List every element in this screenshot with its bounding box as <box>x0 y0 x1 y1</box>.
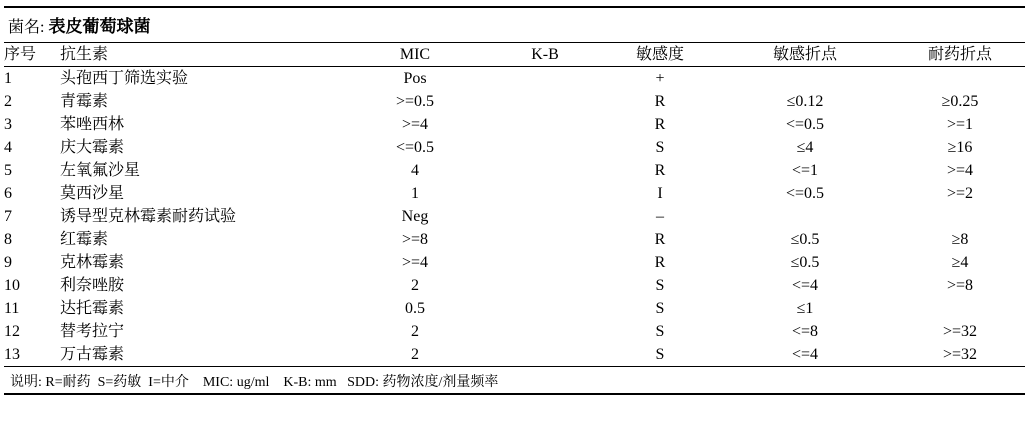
cell-sbp: <=4 <box>791 346 819 363</box>
cell-abx: 达托霉素 <box>60 300 125 317</box>
cell-sens: S <box>655 346 665 363</box>
cell-kb <box>490 320 600 343</box>
cell-mic: 2 <box>411 277 419 294</box>
cell-mic: 2 <box>411 346 419 363</box>
cell-no: 12 <box>4 323 20 340</box>
cell-sens: + <box>655 70 665 87</box>
cell-rbp: >=8 <box>946 277 974 294</box>
cell-rbp: >=1 <box>946 116 974 133</box>
table-row <box>4 113 1029 136</box>
cell-kb <box>490 67 600 90</box>
column-header-kb: K-B <box>531 46 559 63</box>
cell-sbp: <=0.5 <box>785 185 825 202</box>
cell-kb <box>490 113 600 136</box>
cell-sbp: <=4 <box>791 277 819 294</box>
cell-rbp: >=32 <box>942 346 978 363</box>
table-row <box>4 297 1029 320</box>
susceptibility-table <box>4 43 1029 66</box>
legend-footnote: 说明: R=耐药 S=药敏 I=中介 MIC: ug/ml K-B: mm SDD: 药物浓度/剂量频率 <box>10 375 499 390</box>
cell-kb <box>490 274 600 297</box>
cell-sbp: ≤0.12 <box>786 93 824 110</box>
table-row <box>4 182 1029 205</box>
cell-no: 13 <box>4 346 20 363</box>
cell-no: 7 <box>4 208 12 225</box>
column-header-abx: 抗生素 <box>60 46 109 63</box>
cell-kb <box>490 159 600 182</box>
susceptibility-table-body <box>4 67 1029 366</box>
cell-kb <box>490 182 600 205</box>
table-row <box>4 343 1029 366</box>
cell-sens: I <box>657 185 663 202</box>
table-row <box>4 90 1029 113</box>
cell-abx: 替考拉宁 <box>60 323 125 340</box>
cell-sens: – <box>656 208 664 225</box>
cell-mic: >=8 <box>401 231 429 248</box>
cell-no: 9 <box>4 254 12 271</box>
cell-abx: 莫西沙星 <box>60 185 125 202</box>
table-row <box>4 320 1029 343</box>
cell-rbp <box>890 297 1029 320</box>
cell-rbp: ≥0.25 <box>941 93 979 110</box>
cell-no: 5 <box>4 162 12 179</box>
cell-no: 10 <box>4 277 20 294</box>
cell-sens: S <box>655 139 665 156</box>
cell-sbp: ≤4 <box>796 139 814 156</box>
cell-abx: 左氧氟沙星 <box>60 162 141 179</box>
table-row <box>4 274 1029 297</box>
cell-no: 1 <box>4 70 12 87</box>
cell-kb <box>490 90 600 113</box>
cell-abx: 庆大霉素 <box>60 139 125 156</box>
cell-kb <box>490 251 600 274</box>
cell-sbp: ≤1 <box>796 300 814 317</box>
bottom-rule <box>4 393 1025 395</box>
table-body <box>4 67 1029 366</box>
cell-sbp <box>720 67 890 90</box>
cell-mic: Pos <box>403 70 427 87</box>
cell-no: 8 <box>4 231 12 248</box>
cell-mic: 1 <box>411 185 419 202</box>
column-header-sens: 敏感度 <box>635 46 684 63</box>
column-header-no: 序号 <box>4 46 37 63</box>
cell-rbp: ≥8 <box>951 231 969 248</box>
cell-abx: 克林霉素 <box>60 254 125 271</box>
cell-mic: 4 <box>411 162 419 179</box>
cell-sbp: ≤0.5 <box>790 254 820 271</box>
cell-rbp: ≥16 <box>947 139 973 156</box>
cell-abx: 苯唑西林 <box>60 116 125 133</box>
cell-no: 3 <box>4 116 12 133</box>
table-row <box>4 159 1029 182</box>
cell-kb <box>490 228 600 251</box>
cell-mic: >=0.5 <box>395 93 435 110</box>
header-row <box>4 43 1029 66</box>
cell-no: 11 <box>4 300 20 317</box>
cell-mic: <=0.5 <box>395 139 435 156</box>
cell-sens: R <box>654 93 666 110</box>
cell-sens: S <box>655 277 665 294</box>
column-header-mic: MIC <box>399 46 431 63</box>
cell-sens: R <box>654 116 666 133</box>
cell-rbp: >=32 <box>942 323 978 340</box>
cell-mic: >=4 <box>401 116 429 133</box>
cell-kb <box>490 205 600 228</box>
table-row <box>4 136 1029 159</box>
cell-abx: 红霉素 <box>60 231 109 248</box>
cell-sens: R <box>654 231 666 248</box>
column-header-sbp: 敏感折点 <box>772 46 837 63</box>
cell-abx: 诱导型克林霉素耐药试验 <box>60 208 237 225</box>
cell-abx: 万古霉素 <box>60 346 125 363</box>
table-row <box>4 228 1029 251</box>
column-header-rbp: 耐药折点 <box>927 46 992 63</box>
cell-sbp: <=1 <box>791 162 819 179</box>
table-header <box>4 43 1029 66</box>
cell-sens: S <box>655 300 665 317</box>
cell-kb <box>490 136 600 159</box>
table-row <box>4 205 1029 228</box>
cell-no: 4 <box>4 139 12 156</box>
cell-abx: 头孢西丁筛选实验 <box>60 70 189 87</box>
table-row <box>4 67 1029 90</box>
cell-rbp: >=4 <box>946 162 974 179</box>
cell-rbp: >=2 <box>946 185 974 202</box>
cell-sens: R <box>654 254 666 271</box>
cell-abx: 利奈唑胺 <box>60 277 125 294</box>
cell-mic: >=4 <box>401 254 429 271</box>
cell-no: 6 <box>4 185 12 202</box>
cell-kb <box>490 297 600 320</box>
cell-sbp: ≤0.5 <box>790 231 820 248</box>
cell-mic: Neg <box>401 208 429 225</box>
table-row <box>4 251 1029 274</box>
cell-sens: S <box>655 323 665 340</box>
cell-rbp <box>890 205 1029 228</box>
cell-mic: 0.5 <box>405 300 425 317</box>
cell-no: 2 <box>4 93 12 110</box>
cell-sbp: <=8 <box>791 323 819 340</box>
ast-report-sheet <box>0 6 1029 421</box>
cell-sens: R <box>654 162 666 179</box>
cell-sbp: <=0.5 <box>785 116 825 133</box>
cell-sbp <box>720 205 890 228</box>
cell-abx: 青霉素 <box>60 93 109 110</box>
cell-mic: 2 <box>411 323 419 340</box>
cell-rbp <box>890 67 1029 90</box>
cell-kb <box>490 343 600 366</box>
strain-name: 表皮葡萄球菌 <box>48 17 151 36</box>
strain-label: 菌名: <box>8 19 45 36</box>
strain-line <box>4 8 1025 42</box>
cell-rbp: ≥4 <box>951 254 969 271</box>
